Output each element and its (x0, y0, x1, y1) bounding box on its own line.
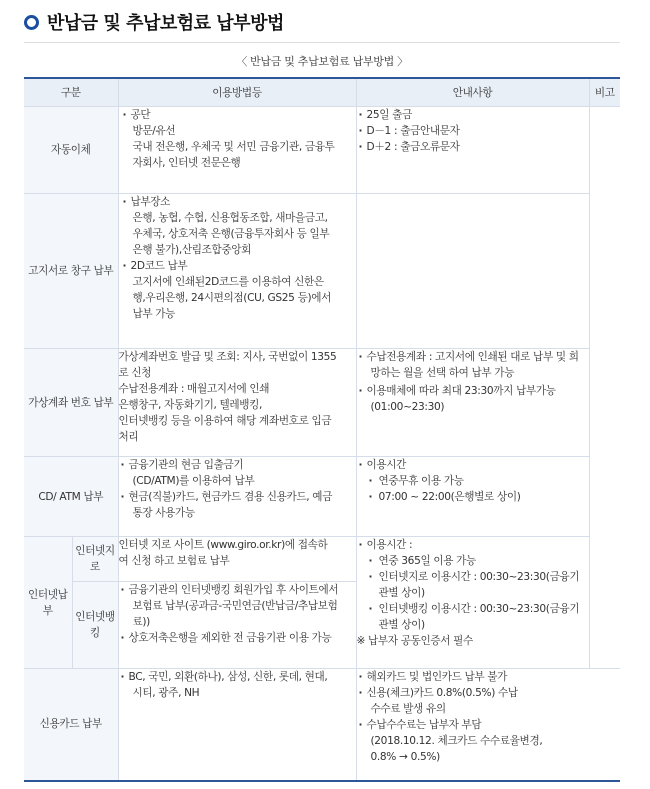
header-guide: 안내사항 (356, 78, 589, 107)
list-item: 처리 (118, 431, 139, 443)
list-item: 료)) (132, 616, 150, 628)
table-row-credit-card (24, 669, 620, 781)
list-item: 수납전용계좌 : 매월고지서에 인쇄 (118, 383, 270, 395)
list-item: 인터넷뱅킹 등을 이용하여 해당 계좌번호로 입금 (118, 415, 332, 427)
list-item: · 07:00 ~ 22:00(은행별로 상이) (357, 489, 589, 505)
list-item: · 이용시간 (357, 457, 589, 473)
list-item: 가상계좌번호 발급 및 조회: 지사, 국번없이 1355 (118, 351, 337, 363)
list-item: ※ 납부자 공동인증서 필수 (356, 635, 473, 647)
list-item: 관별 상이) (378, 619, 425, 631)
list-item: (CD/ATM)를 이용하여 납부 (132, 475, 255, 487)
list-item: · D＋2 : 출금오류문자 (357, 139, 589, 155)
list-item: 통장 사용가능 (132, 507, 195, 519)
list-item: · 2D코드 납부 (119, 258, 356, 274)
list-item: (01:00~23:30) (370, 401, 445, 413)
list-item: · 수납수수료는 납부자 부담 (357, 717, 590, 733)
list-item: 은행창구, 자동화기기, 텔레뱅킹, (118, 399, 263, 411)
list-item: 인터넷 지로 사이트 (www.giro.or.kr)에 접속하 (118, 539, 328, 551)
atm-method (118, 457, 356, 537)
list-item: 로 신청 (118, 367, 152, 379)
virtual-account-method (118, 349, 356, 457)
list-item: 수수료 발생 유의 (370, 703, 446, 715)
row-label-internet-giro: 인터넷지로 (72, 537, 118, 582)
remark-cell (589, 107, 620, 669)
internet-guide (356, 537, 589, 669)
auto-transfer-guide (356, 107, 589, 194)
table-header-row (24, 78, 620, 107)
list-item: · 인터넷뱅킹 이용시간 : 00:30~23:30(금융기 (357, 601, 589, 617)
list-item: 납부 가능 (132, 308, 176, 320)
list-item: · 현금(직불)카드, 현금카드 겸용 신용카드, 예금 (119, 489, 356, 505)
row-label-internet: 인터넷납부 (24, 537, 72, 669)
list-item: · BC, 국민, 외환(하나), 삼성, 신한, 롯데, 현대, (119, 669, 356, 685)
section-heading (24, 8, 284, 36)
list-item: 행,우리은행, 24시편의점(CU, GS25 등)에서 (132, 292, 332, 304)
section-title: 반납금 및 추납보험료 납부방법 (47, 13, 284, 34)
header-method: 이용방법등 (118, 78, 356, 107)
list-item: · 해외카드 및 법인카드 납부 불가 (357, 669, 590, 685)
virtual-account-guide (356, 349, 589, 457)
table-row-auto-transfer (24, 107, 620, 194)
list-item: 시티, 광주, NH (132, 687, 200, 699)
list-item: 망하는 월을 선택 하여 납부 가능 (370, 367, 515, 379)
table-row-virtual-account (24, 349, 620, 457)
internet-banking-method (118, 582, 356, 669)
row-label-atm: CD/ ATM 납부 (24, 457, 118, 537)
table-row-internet-giro (24, 537, 620, 582)
list-item: 자회사, 인터넷 전문은행 (132, 157, 241, 169)
header-category: 구분 (24, 78, 118, 107)
list-item: · 이용매체에 따라 최대 23:30까지 납부가능 (357, 383, 589, 399)
list-item: 고지서에 인쇄된2D코드를 이용하여 신한은 (132, 276, 324, 288)
list-item: · 수납전용계좌 : 고지서에 인쇄된 대로 납부 및 희 (357, 349, 589, 365)
list-item: 은행 불가),산림조합중앙회 (132, 244, 252, 256)
table-row-atm (24, 457, 620, 537)
heading-divider (24, 42, 620, 43)
list-item: 우체국, 상호저축 은행(금융투자회사 등 일부 (132, 228, 330, 240)
list-item: (2018.10.12. 체크카드 수수료율변경, (370, 735, 543, 747)
list-item: 관별 상이) (378, 587, 425, 599)
internet-giro-method (118, 537, 356, 582)
table-caption: 〈 반납금 및 추납보험료 납부방법 〉 (236, 55, 408, 68)
row-label-auto-transfer: 자동이체 (24, 107, 118, 194)
list-item: · 연중 365일 이용 가능 (357, 553, 589, 569)
list-item: · 상호저축은행을 제외한 전 금융기관 이용 가능 (119, 630, 356, 646)
list-item: · 이용시간 : (357, 537, 589, 553)
payment-methods-table (24, 77, 620, 782)
list-item: 보험료 납부(공과금-국민연금(반납금/추납보험 (132, 600, 338, 612)
list-item: · 연중무휴 이용 가능 (357, 473, 589, 489)
credit-card-guide (356, 669, 589, 781)
list-item: · 금융기관의 인터넷뱅킹 회원가입 후 사이트에서 (119, 582, 356, 598)
bill-counter-guide (356, 194, 589, 349)
list-item: 여 신청 하고 보험료 납부 (118, 555, 230, 567)
list-item: · 25일 출금 (357, 107, 589, 123)
row-label-bill-counter: 고지서로 창구 납부 (24, 194, 118, 349)
auto-transfer-method (118, 107, 356, 194)
list-item: · 신용(체크)카드 0.8%(0.5%) 수납 (357, 685, 590, 701)
list-item: · 납부장소 (119, 194, 356, 210)
header-remark: 비고 (589, 78, 620, 107)
row-label-internet-banking: 인터넷뱅킹 (72, 582, 118, 669)
table-row-bill-counter (24, 194, 620, 349)
list-item: · 금융기관의 현금 입출금기 (119, 457, 356, 473)
list-item: 방문/유선 (132, 125, 176, 137)
circle-bullet-icon (24, 15, 39, 30)
list-item: · D－1 : 출금안내문자 (357, 123, 589, 139)
credit-card-method (118, 669, 356, 781)
bill-counter-method (118, 194, 356, 349)
list-item: 은행, 농협, 수협, 신용협동조합, 새마을금고, (132, 212, 328, 224)
row-label-credit-card: 신용카드 납부 (24, 669, 118, 781)
list-item: 0.8% → 0.5%) (370, 751, 440, 763)
list-item: · 공단 (119, 107, 356, 123)
atm-guide (356, 457, 589, 537)
list-item: · 인터넷지로 이용시간 : 00:30~23:30(금융기 (357, 569, 589, 585)
row-label-virtual-account: 가상계좌 번호 납부 (24, 349, 118, 457)
list-item: 국내 전은행, 우체국 및 서민 금융기관, 금융투 (132, 141, 335, 153)
